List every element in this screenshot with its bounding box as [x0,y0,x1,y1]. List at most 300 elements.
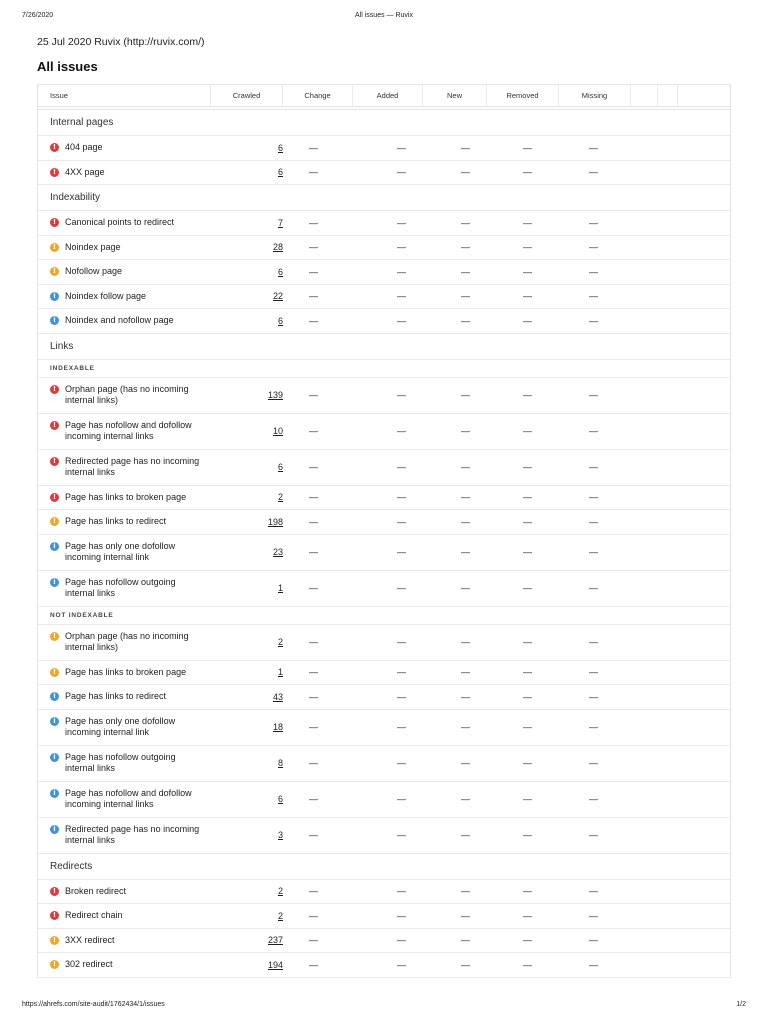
crawled-count-link[interactable]: 194 [267,959,283,970]
missing-cell: — [589,242,598,253]
change-cell: — [309,492,318,503]
issue-label[interactable]: Page has only one dofollow incoming internal link [65,541,176,562]
warning-icon: ! [50,668,59,677]
new-cell: — [461,959,470,970]
error-icon: ! [50,457,59,466]
added-cell: — [397,637,406,647]
issue-cell [38,217,211,228]
new-cell: — [461,242,470,253]
table-row[interactable] [38,378,730,414]
table-row[interactable] [38,746,730,782]
info-icon: i [50,542,59,551]
issue-cell [38,516,211,527]
issue-cell [38,935,211,946]
issue-cell [38,824,211,846]
issue-label[interactable]: Redirect chain [65,910,123,921]
issue-label[interactable]: 4XX page [65,166,105,177]
change-cell: — [309,959,318,970]
missing-cell: — [589,667,598,678]
error-icon: ! [50,911,59,920]
print-page-title: All issues — Ruvix [355,12,413,19]
crawled-cell [211,911,283,921]
added-cell: — [397,390,406,400]
issue-cell [38,142,211,153]
column-header-crawled[interactable]: Crawled [211,85,283,106]
table-row[interactable] [38,486,730,511]
new-cell: — [461,266,470,277]
change-cell: — [309,758,318,768]
missing-cell: — [589,217,598,228]
added-cell: — [397,935,406,946]
removed-cell: — [523,167,532,178]
crawled-cell [211,426,283,436]
crawled-cell [211,547,283,557]
change-cell: — [309,547,318,557]
print-date: 7/26/2020 [22,12,54,19]
removed-cell: — [523,637,532,647]
crawled-count-link[interactable]: 10 [272,426,283,436]
issue-cell [38,242,211,253]
new-cell: — [461,516,470,527]
removed-cell: — [523,217,532,228]
info-icon: i [50,578,59,587]
missing-cell: — [589,547,598,557]
print-page-number: 1/2 [736,1001,746,1008]
change-cell: — [309,516,318,527]
added-cell: — [397,217,406,228]
added-cell: — [397,910,406,921]
crawled-cell [211,517,283,527]
crawled-count-link[interactable]: 2 [277,492,283,503]
crawled-count-link[interactable]: 237 [267,935,283,946]
report-date-line: 25 Jul 2020 Ruvix (http://ruvix.com/) [37,36,205,48]
column-header-removed[interactable]: Removed [487,85,559,106]
missing-cell: — [589,691,598,702]
table-row[interactable] [38,904,730,929]
removed-cell: — [523,390,532,400]
removed-cell: — [523,266,532,277]
removed-cell: — [523,547,532,557]
issue-cell [38,167,211,178]
removed-cell: — [523,722,532,732]
crawled-count-link[interactable]: 6 [277,142,283,153]
subsection-heading: NOT INDEXABLE [38,607,730,625]
subsection-heading: INDEXABLE [38,360,730,378]
crawled-cell [211,492,283,502]
section-heading: Redirects [38,854,730,880]
crawled-cell [211,390,283,400]
added-cell: — [397,291,406,302]
missing-cell: — [589,516,598,527]
removed-cell: — [523,959,532,970]
issue-label[interactable]: Orphan page (has no incoming internal links) [65,384,189,405]
table-row[interactable] [38,929,730,954]
table-row[interactable] [38,625,730,661]
removed-cell: — [523,886,532,897]
info-icon: i [50,789,59,798]
added-cell: — [397,462,406,472]
missing-cell: — [589,142,598,153]
crawled-count-link[interactable]: 23 [272,547,283,557]
issue-label[interactable]: Noindex page [65,241,121,252]
crawled-count-link[interactable]: 3 [277,830,283,840]
removed-cell: — [523,667,532,678]
info-icon: i [50,753,59,762]
new-cell: — [461,910,470,921]
added-cell: — [397,794,406,804]
issue-label[interactable]: Page has links to redirect [65,691,167,702]
issue-cell [38,291,211,302]
added-cell: — [397,959,406,970]
info-icon: i [50,825,59,834]
crawled-cell [211,960,283,970]
new-cell: — [461,583,470,593]
crawled-cell [211,316,283,326]
table-row[interactable] [38,285,730,310]
issue-label[interactable]: Orphan page (has no incoming internal links) [65,631,189,652]
crawled-count-link[interactable]: 2 [277,886,283,897]
change-cell: — [309,167,318,178]
removed-cell: — [523,492,532,503]
info-icon: i [50,292,59,301]
crawled-count-link[interactable]: 2 [277,910,283,921]
removed-cell: — [523,830,532,840]
change-cell: — [309,637,318,647]
crawled-cell [211,167,283,177]
crawled-count-link[interactable]: 8 [277,758,283,768]
change-cell: — [309,462,318,472]
table-row[interactable] [38,414,730,450]
warning-icon: ! [50,960,59,969]
change-cell: — [309,583,318,593]
new-cell: — [461,830,470,840]
warning-icon: ! [50,632,59,641]
crawled-count-link[interactable]: 18 [272,722,283,732]
issue-cell [38,577,211,599]
missing-cell: — [589,390,598,400]
missing-cell: — [589,291,598,302]
removed-cell: — [523,758,532,768]
error-icon: ! [50,168,59,177]
issue-label[interactable]: Page has nofollow outgoing internal links [65,752,176,773]
added-cell: — [397,830,406,840]
removed-cell: — [523,794,532,804]
removed-cell: — [523,462,532,472]
new-cell: — [461,547,470,557]
missing-cell: — [589,959,598,970]
issue-cell [38,266,211,277]
crawled-cell [211,242,283,252]
removed-cell: — [523,291,532,302]
crawled-count-link[interactable]: 6 [277,794,283,804]
issue-cell [38,631,211,653]
change-cell: — [309,426,318,436]
warning-icon: ! [50,267,59,276]
change-cell: — [309,217,318,228]
new-cell: — [461,722,470,732]
issue-cell [38,788,211,810]
removed-cell: — [523,691,532,702]
change-cell: — [309,691,318,702]
missing-cell: — [589,935,598,946]
table-row[interactable] [38,309,730,334]
missing-cell: — [589,758,598,768]
issue-cell [38,691,211,702]
issue-cell [38,716,211,738]
change-cell: — [309,830,318,840]
crawled-cell [211,462,283,472]
table-row[interactable] [38,953,730,978]
missing-cell: — [589,910,598,921]
table-row[interactable] [38,211,730,236]
issue-cell [38,315,211,326]
missing-cell: — [589,462,598,472]
new-cell: — [461,794,470,804]
removed-cell: — [523,242,532,253]
removed-cell: — [523,583,532,593]
issue-cell [38,752,211,774]
column-header-missing[interactable]: Missing [559,85,631,106]
column-header-change[interactable]: Change [283,85,353,106]
table-row[interactable] [38,535,730,571]
added-cell: — [397,886,406,897]
added-cell: — [397,547,406,557]
issue-label[interactable]: Redirected page has no incoming internal links [65,456,200,477]
removed-cell: — [523,910,532,921]
column-header-blank [658,85,678,106]
column-header-blank [631,85,658,106]
error-icon: ! [50,493,59,502]
info-icon: i [50,692,59,701]
new-cell: — [461,758,470,768]
section-heading: Links [38,334,730,360]
new-cell: — [461,426,470,436]
crawled-cell [211,583,283,593]
missing-cell: — [589,266,598,277]
table-row[interactable] [38,260,730,285]
issue-label[interactable]: Page has only one dofollow incoming internal link [65,716,176,737]
issue-cell [38,456,211,478]
crawled-cell [211,830,283,840]
removed-cell: — [523,516,532,527]
column-header-blank [678,85,698,106]
issue-label[interactable]: Page has links to redirect [65,516,167,527]
column-header-new[interactable]: New [423,85,487,106]
issue-label[interactable]: 302 redirect [65,959,113,970]
issue-label[interactable]: Page has links to broken page [65,666,187,677]
crawled-count-link[interactable]: 6 [277,266,283,277]
crawled-cell [211,758,283,768]
new-cell: — [461,315,470,326]
new-cell: — [461,492,470,503]
crawled-count-link[interactable]: 6 [277,462,283,472]
crawled-count-link[interactable]: 22 [272,291,283,302]
error-icon: ! [50,887,59,896]
new-cell: — [461,167,470,178]
table-row[interactable] [38,236,730,261]
added-cell: — [397,266,406,277]
added-cell: — [397,426,406,436]
section-heading: Indexability [38,185,730,211]
added-cell: — [397,516,406,527]
issue-label[interactable]: Page has nofollow and dofollow incoming internal links [65,788,192,809]
crawled-cell [211,886,283,896]
table-row[interactable] [38,450,730,486]
warning-icon: ! [50,243,59,252]
change-cell: — [309,886,318,897]
added-cell: — [397,667,406,678]
change-cell: — [309,291,318,302]
new-cell: — [461,935,470,946]
crawled-cell [211,667,283,677]
table-body [38,110,730,978]
crawled-cell [211,291,283,301]
issue-cell [38,420,211,442]
issue-label[interactable]: 3XX redirect [65,934,115,945]
crawled-cell [211,692,283,702]
new-cell: — [461,462,470,472]
warning-icon: ! [50,936,59,945]
removed-cell: — [523,142,532,153]
crawled-cell [211,267,283,277]
table-row[interactable] [38,661,730,686]
added-cell: — [397,142,406,153]
table-row[interactable] [38,571,730,607]
crawled-cell [211,143,283,153]
crawled-count-link[interactable]: 1 [277,583,283,593]
table-row[interactable] [38,136,730,161]
issue-cell [38,492,211,503]
crawled-cell [211,218,283,228]
crawled-count-link[interactable]: 7 [277,217,283,228]
issue-label[interactable]: Noindex follow page [65,290,147,301]
section-heading: Internal pages [38,110,730,136]
issue-cell [38,384,211,406]
missing-cell: — [589,167,598,178]
crawled-count-link[interactable]: 2 [277,637,283,647]
print-url: https://ahrefs.com/site-audit/1762434/1/issues [22,1001,165,1008]
table-row[interactable] [38,710,730,746]
print-footer [22,1001,746,1011]
missing-cell: — [589,583,598,593]
change-cell: — [309,142,318,153]
new-cell: — [461,217,470,228]
change-cell: — [309,910,318,921]
issue-label[interactable]: Nofollow page [65,266,123,277]
info-icon: i [50,316,59,325]
crawled-count-link[interactable]: 28 [272,242,283,253]
change-cell: — [309,390,318,400]
info-icon: i [50,717,59,726]
issue-label[interactable]: Page has links to broken page [65,491,187,502]
missing-cell: — [589,315,598,326]
added-cell: — [397,315,406,326]
error-icon: ! [50,385,59,394]
crawled-cell [211,794,283,804]
change-cell: — [309,667,318,678]
missing-cell: — [589,830,598,840]
table-row[interactable] [38,818,730,854]
missing-cell: — [589,492,598,503]
issue-label[interactable]: Noindex and nofollow page [65,315,174,326]
crawled-count-link[interactable]: 1 [277,667,283,678]
error-icon: ! [50,421,59,430]
warning-icon: ! [50,517,59,526]
issue-label[interactable]: Redirected page has no incoming internal links [65,824,200,845]
print-header [22,12,746,24]
crawled-count-link[interactable]: 43 [272,691,283,702]
error-icon: ! [50,143,59,152]
added-cell: — [397,167,406,178]
missing-cell: — [589,886,598,897]
change-cell: — [309,242,318,253]
change-cell: — [309,722,318,732]
issue-label[interactable]: Page has nofollow and dofollow incoming internal links [65,420,192,441]
new-cell: — [461,691,470,702]
crawled-cell [211,935,283,945]
missing-cell: — [589,426,598,436]
crawled-count-link[interactable]: 6 [277,315,283,326]
table-row[interactable] [38,782,730,818]
issue-cell [38,541,211,563]
added-cell: — [397,492,406,503]
crawled-count-link[interactable]: 6 [277,167,283,178]
change-cell: — [309,935,318,946]
change-cell: — [309,794,318,804]
issue-cell [38,910,211,921]
table-row[interactable] [38,685,730,710]
column-header-added[interactable]: Added [353,85,423,106]
added-cell: — [397,242,406,253]
added-cell: — [397,583,406,593]
table-header [38,85,730,107]
new-cell: — [461,390,470,400]
removed-cell: — [523,426,532,436]
change-cell: — [309,266,318,277]
change-cell: — [309,315,318,326]
new-cell: — [461,886,470,897]
column-header-issue[interactable]: Issue [38,85,211,106]
removed-cell: — [523,315,532,326]
table-row[interactable] [38,880,730,905]
page-title: All issues [37,59,98,74]
issue-label[interactable]: 404 page [65,142,103,153]
crawled-cell [211,637,283,647]
missing-cell: — [589,637,598,647]
issue-cell [38,667,211,678]
crawled-cell [211,722,283,732]
crawled-count-link[interactable]: 139 [267,390,283,400]
issues-table [37,84,731,978]
crawled-count-link[interactable]: 198 [267,516,283,527]
new-cell: — [461,291,470,302]
issue-label[interactable]: Broken redirect [65,885,127,896]
issue-label[interactable]: Page has nofollow outgoing internal links [65,577,176,598]
missing-cell: — [589,722,598,732]
new-cell: — [461,637,470,647]
removed-cell: — [523,935,532,946]
new-cell: — [461,142,470,153]
issue-label[interactable]: Canonical points to redirect [65,217,175,228]
table-row[interactable] [38,510,730,535]
error-icon: ! [50,218,59,227]
issue-cell [38,959,211,970]
added-cell: — [397,722,406,732]
missing-cell: — [589,794,598,804]
table-row[interactable] [38,161,730,186]
added-cell: — [397,691,406,702]
added-cell: — [397,758,406,768]
